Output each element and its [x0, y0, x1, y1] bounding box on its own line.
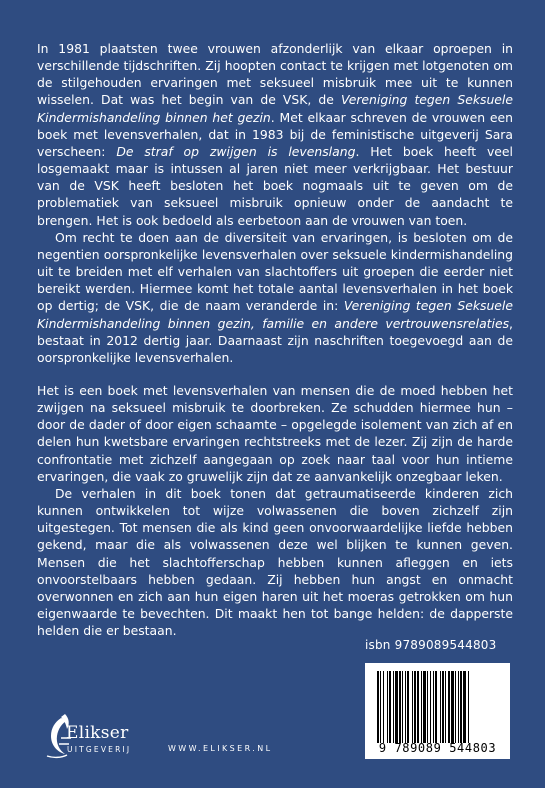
barcode-bar	[433, 671, 434, 743]
barcode-bar	[402, 671, 403, 743]
barcode-bar	[442, 671, 444, 743]
barcode-bar	[377, 671, 379, 743]
isbn-label: isbn 9789089544803	[365, 638, 497, 652]
barcode-bar	[405, 671, 406, 743]
blurb-paragraph-1	[37, 40, 513, 229]
barcode-bar	[460, 671, 462, 743]
paragraph-text-run: . Met elkaar schreven de vrouwen een boek met levensverhalen, dat in 1983 bij de feministische uitgeverij Sara verscheen:	[37, 109, 513, 159]
barcode	[365, 663, 510, 759]
italic-title-text: De straf op zwijgen is levenslang	[116, 143, 356, 159]
barcode-bar	[455, 671, 456, 743]
barcode-bar	[383, 671, 384, 743]
barcode-bars	[377, 671, 498, 743]
barcode-bar	[393, 671, 394, 743]
barcode-bar	[412, 671, 413, 743]
barcode-bar	[427, 671, 428, 743]
barcode-bar	[451, 671, 454, 743]
barcode-bar	[430, 671, 431, 743]
italic-title-text: Vereniging tegen Seksuele Kindermishandeling binnen gezin, familie en andere vertrouwensrelaties	[37, 298, 513, 331]
barcode-bar	[380, 671, 381, 743]
paragraph-text-run: Om recht te doen aan de diversiteit van ervaringen, is besloten om de negentien oorspronkelijke levensverhalen over seksuele kindermishandeling uit te breiden met elf verhalen van slachtoffers uit groepen die eerder niet bereikt werden. Hiermee komt het totale aantal levensverhalen in het boek op dertig; de VSK, die de naam veranderde in:	[37, 229, 513, 314]
barcode-bar	[423, 671, 426, 743]
publisher-website[interactable]: WWW.ELIKSER.NL	[168, 744, 273, 753]
barcode-bar	[395, 671, 398, 743]
barcode-bar	[407, 671, 409, 743]
paragraph-text-run: In 1981 plaatsten twee vrouwen afzonderlijk van elkaar oproepen in verschillende tijdschriften. Zij hoopten contact te krijgen met lotgenoten om de stilgehouden ervaringen met seksueel misbruik mee uit te kunnen wisselen. Dat was het begin van de VSK, de	[37, 41, 513, 108]
barcode-bar	[389, 671, 391, 743]
barcode-bar	[463, 671, 466, 743]
paragraph-text-run: Het is een boek met levensverhalen van mensen die de moed hebben het zwijgen na seksueel misbruik te doorbreken. Ze schudden hiermee hun – door de dader of door eigen schaamte – opgelegde isolement van zich af en delen hun kwetsbare ervaringen rechtstreeks met de lezer. Zij zijn de harde confrontatie met zichzelf aangegaan op zoek naar taal voor hun intieme ervaringen, die vaak zo gruwelijk zijn dat ze aanvankelijk onzegbaar leken.	[37, 382, 513, 484]
barcode-bar	[399, 671, 401, 743]
barcode-bar	[417, 671, 419, 743]
barcode-bar	[445, 671, 446, 743]
barcode-bar	[414, 671, 416, 743]
publisher-name: Elikser	[66, 723, 129, 743]
blurb-text	[37, 40, 513, 639]
barcode-bar	[448, 671, 450, 743]
blurb-paragraph-3	[37, 382, 513, 485]
barcode-bar	[468, 671, 469, 743]
blurb-paragraph-4	[37, 485, 513, 639]
italic-title-text: Vereniging tegen Seksuele Kindermishandeling binnen het gezin	[37, 92, 513, 125]
blurb-paragraph-2	[37, 229, 513, 366]
barcode-bar	[440, 671, 441, 743]
barcode-bar	[387, 671, 388, 743]
publisher-subtitle: UITGEVERIJ	[67, 745, 132, 754]
paragraph-text-run: , bestaat in 2012 dertig jaar. Daarnaast zijn naschriften toegevoegd aan de oorspronkelijke levensverhalen.	[37, 315, 513, 365]
barcode-bar	[421, 671, 422, 743]
paragraph-text-run: . Het boek heeft veel losgemaakt maar is intussen al jaren niet meer verkrijgbaar. Het bestuur van de VSK heeft besloten het boek nogmaals uit te geven om de problematiek van seksueel misbruik opnieuw onder de aandacht te brengen. Het is ook bedoeld als eerbetoon aan de vrouwen van toen.	[37, 143, 513, 228]
barcode-bar	[458, 671, 459, 743]
paragraph-text-run: De verhalen in dit boek tonen dat getraumatiseerde kinderen zich kunnen ontwikkelen tot wijze volwassenen die boven zichzelf zijn uitgestegen. Tot mensen die als kind geen onvoorwaardelijke liefde hebben gekend, maar die als volwassenen deze wel blijken te kunnen geven. Mensen die het slachtofferschap hebben kunnen afleggen en iets onvoorstelbaars hebben gedaan. Zij hebben hun angst en onmacht overwonnen en zich aan hun eigen haren uit het moeras getrokken om hun eigenwaarde te bevechten. Dit maakt hen tot bange helden: de dapperste helden die er bestaan.	[37, 485, 513, 639]
barcode-bar	[435, 671, 437, 743]
barcode-digits: 9 789089 544803	[378, 741, 497, 755]
